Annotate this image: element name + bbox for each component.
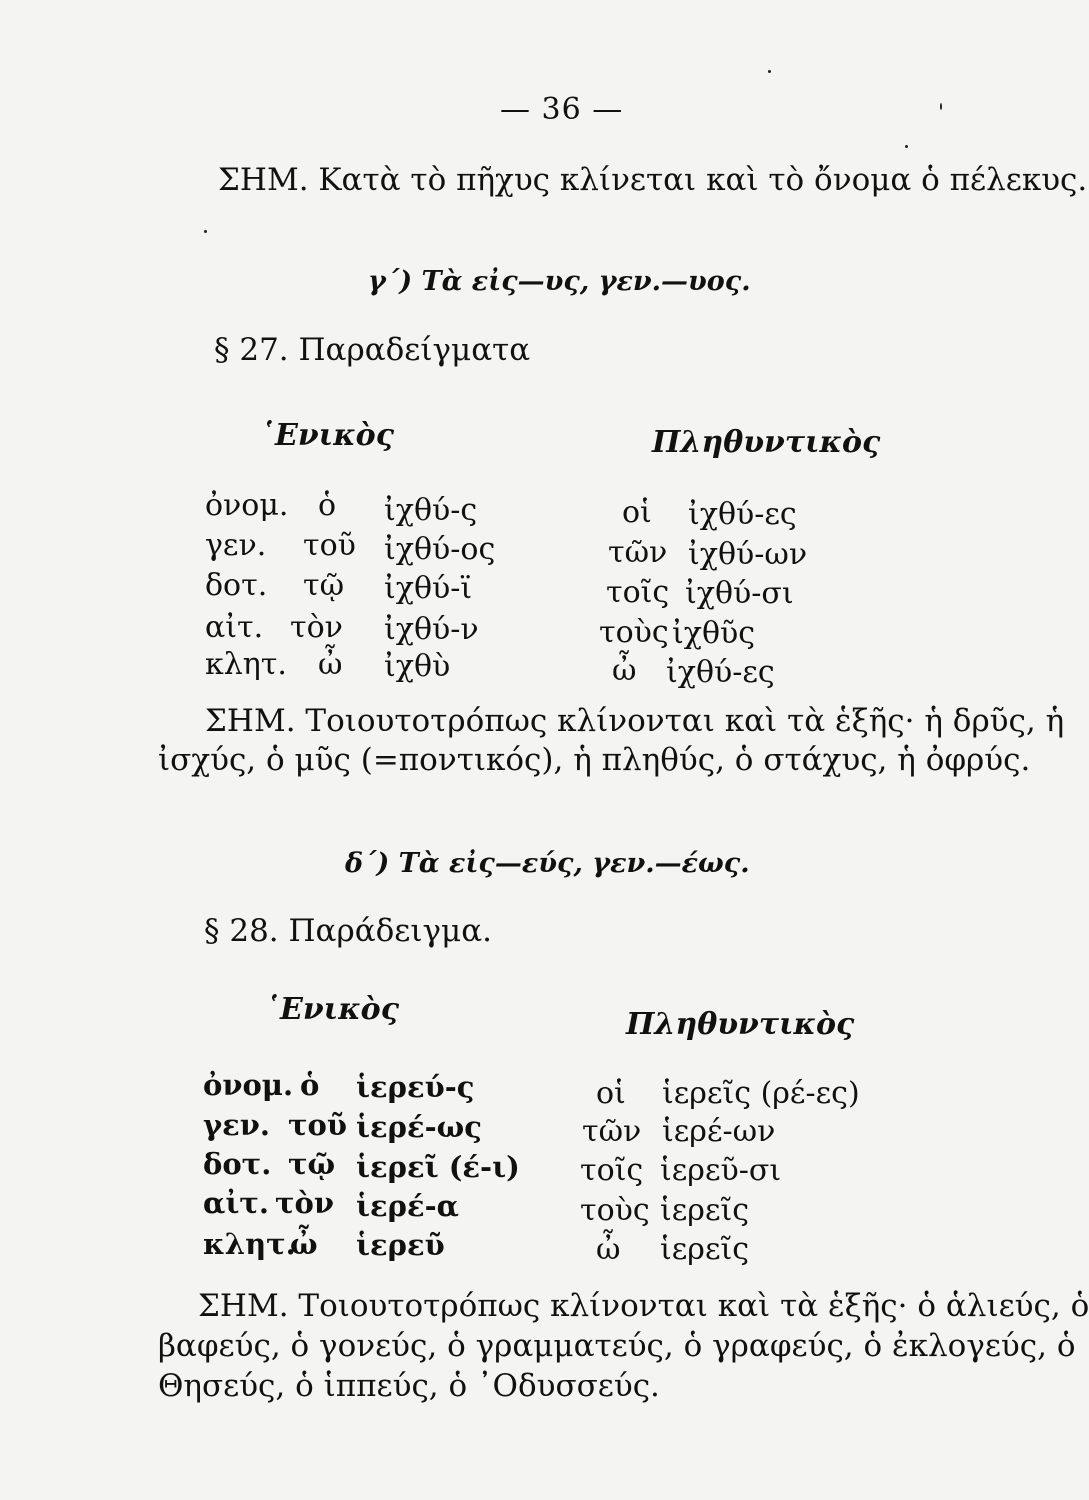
article-plural: τῶν (608, 535, 668, 570)
case-label: γεν. (205, 528, 267, 563)
note-1: ΣΗΜ. Κατὰ τὸ πῆχυς κλίνεται καὶ τὸ ὄνομα ὁ πέλεκυς. (218, 162, 1088, 198)
form-plural: ἱερεῖς (ρέ-ες) (662, 1076, 860, 1111)
case-label: δοτ. (205, 568, 268, 603)
form-singular: ἱερεῦ (356, 1228, 445, 1262)
singular-header: ῾Ενικὸς (260, 418, 394, 453)
article-plural: ὦ (596, 1232, 621, 1267)
note-3-line-3: Θησεύς, ὁ ἱππεύς, ὁ ᾿Οδυσσεύς. (158, 1368, 660, 1404)
article-plural: τοὺς (599, 615, 669, 650)
article-plural: τοῖς (580, 1153, 644, 1188)
form-plural: ἰχθύ-ες (688, 497, 797, 532)
form-plural: ἰχθύ-ες (666, 655, 775, 690)
article-singular: ὁ (318, 488, 337, 523)
case-label: κλητ. (203, 1227, 296, 1261)
article-singular: ὦ (290, 1227, 318, 1261)
form-singular: ἰχθύ-ος (384, 532, 496, 567)
scan-speck (940, 103, 942, 110)
form-singular: ἰχθύ-ν (384, 612, 479, 647)
article-plural: οἱ (622, 495, 652, 530)
form-plural: ἰχθῦς (672, 616, 756, 651)
article-plural: τοὺς (580, 1193, 650, 1228)
paragraph-27-heading: § 27. Παραδείγματα (214, 332, 531, 368)
form-plural: ἰχθύ-ων (688, 537, 808, 572)
form-singular: ἰχθύ-ϊ (384, 571, 473, 606)
form-singular: ἱερέ-α (356, 1189, 459, 1223)
singular-header: ῾Ενικὸς (265, 992, 399, 1027)
scan-speck (768, 70, 771, 73)
form-singular: ἱερεύ-ς (356, 1070, 475, 1104)
form-singular: ἰχθὺ (384, 649, 451, 684)
article-plural: τοῖς (606, 575, 670, 610)
note-2-line-2: ἰσχύς, ὁ μῦς (=ποντικός), ἡ πληθύς, ὁ στάχυς, ἡ ὀφρύς. (158, 742, 1031, 778)
plural-header: Πληθυντικὸς (626, 1007, 855, 1042)
form-singular: ἰχθύ-ς (384, 493, 478, 528)
article-singular: τῷ (288, 1147, 336, 1181)
page-number: — 36 — (500, 92, 624, 127)
form-singular: ἱερεῖ (έ-ι) (356, 1150, 520, 1184)
case-label: γεν. (203, 1108, 270, 1142)
case-label: αἰτ. (205, 610, 264, 645)
article-singular: τὸν (290, 610, 343, 645)
article-plural: ὦ (612, 653, 637, 688)
case-label: ὀνομ. (203, 1068, 294, 1102)
article-singular: τοῦ (288, 1108, 347, 1142)
article-plural: τῶν (582, 1114, 642, 1149)
scan-speck (905, 145, 908, 148)
article-singular: τὸν (275, 1186, 334, 1220)
section-c-title: γ΄) Τὰ εἰς—υς, γεν.—υος. (368, 266, 751, 297)
form-plural: ἱερεῖς (660, 1232, 750, 1267)
case-label: δοτ. (203, 1147, 272, 1181)
article-singular: τοῦ (303, 528, 356, 563)
form-plural: ἱερέ-ων (662, 1114, 776, 1149)
article-plural: οἱ (596, 1076, 626, 1111)
case-label: κλητ. (205, 647, 287, 682)
note-3-line-2: βαφεύς, ὁ γονεύς, ὁ γραμματεύς, ὁ γραφεύς, ὁ ἐκλογεύς, ὁ (158, 1328, 1076, 1364)
article-singular: ὁ (300, 1068, 320, 1102)
plural-header: Πληθυντικὸς (652, 425, 881, 460)
paragraph-28-heading: § 28. Παράδειγμα. (204, 913, 492, 949)
note-2-line-1: ΣΗΜ. Τοιουτοτρόπως κλίνονται καὶ τὰ ἑξῆς· ἡ δρῦς, ἡ (205, 703, 1065, 739)
article-singular: τῷ (303, 568, 345, 603)
section-d-title: δ΄) Τὰ εἰς—εύς, γεν.—έως. (345, 848, 750, 879)
article-singular: ὦ (318, 647, 343, 682)
case-label: αἰτ. (203, 1186, 269, 1220)
case-label: ὀνομ. (205, 488, 289, 523)
form-singular: ἱερέ-ως (356, 1110, 482, 1144)
form-plural: ἱερεῦ-σι (660, 1153, 782, 1188)
note-3-line-1: ΣΗΜ. Τοιουτοτρόπως κλίνονται καὶ τὰ ἑξῆς· ὁ ἁλιεύς, ὁ (198, 1288, 1089, 1324)
form-plural: ἱερεῖς (660, 1193, 750, 1228)
form-plural: ἰχθύ-σι (685, 576, 794, 611)
scan-speck (204, 230, 207, 233)
